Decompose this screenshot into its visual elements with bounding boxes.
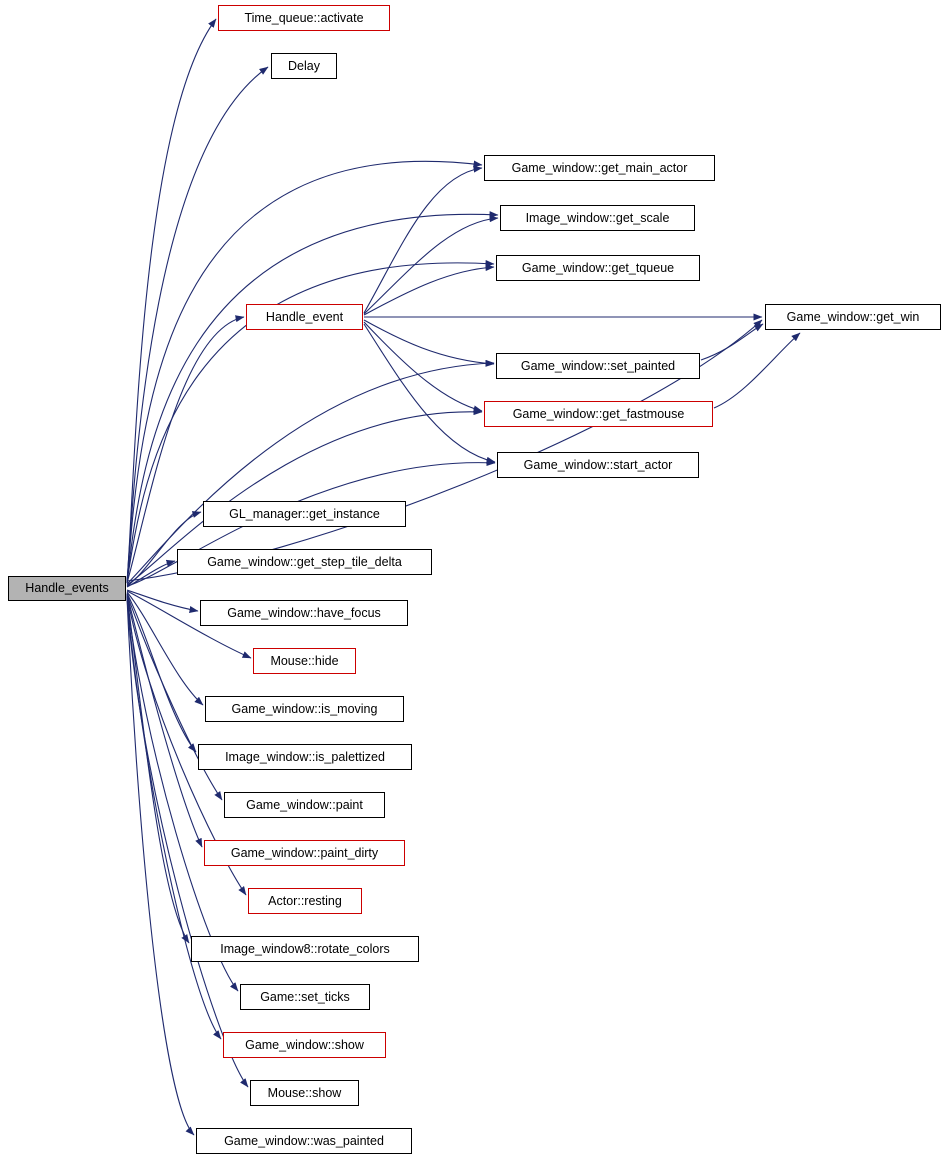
node-label: Delay <box>288 58 320 73</box>
node-paint-dirty[interactable] <box>204 840 405 866</box>
node-label: Game_window::paint_dirty <box>230 845 379 860</box>
node-label: Game_window::have_focus <box>227 605 381 620</box>
node-get-main-actor[interactable] <box>484 155 715 181</box>
node-get-win[interactable] <box>765 304 941 330</box>
node-handle-event[interactable] <box>246 304 363 330</box>
node-was-painted[interactable] <box>196 1128 412 1154</box>
node-label: GL_manager::get_instance <box>229 506 380 521</box>
node-label: Game_window::was_painted <box>224 1133 384 1148</box>
node-mouse-show[interactable] <box>250 1080 359 1106</box>
node-label: Game_window::get_main_actor <box>511 160 688 175</box>
node-label: Game_window::get_tqueue <box>521 260 675 275</box>
node-label: Actor::resting <box>268 893 342 908</box>
node-label: Image_window::get_scale <box>525 210 670 225</box>
node-is-palettized[interactable] <box>198 744 412 770</box>
node-label: Image_window8::rotate_colors <box>220 941 390 956</box>
node-gl-manager-get-instance[interactable] <box>203 501 406 527</box>
node-handle-events[interactable] <box>8 576 126 601</box>
node-is-moving[interactable] <box>205 696 404 722</box>
node-label: Game_window::set_painted <box>520 358 676 373</box>
node-label: Time_queue::activate <box>244 10 364 25</box>
node-label: Game_window::get_step_tile_delta <box>207 554 402 569</box>
node-get-fastmouse[interactable] <box>484 401 713 427</box>
node-get-tqueue[interactable] <box>496 255 700 281</box>
node-label: Game_window::paint <box>246 797 363 812</box>
node-set-ticks[interactable] <box>240 984 370 1010</box>
node-label: Game_window::get_win <box>786 309 920 324</box>
node-label: Image_window::is_palettized <box>225 749 385 764</box>
node-label: Handle_event <box>265 309 344 324</box>
node-have-focus[interactable] <box>200 600 408 626</box>
node-actor-resting[interactable] <box>248 888 362 914</box>
node-time-queue-activate[interactable] <box>218 5 390 31</box>
node-label: Game_window::show <box>245 1037 364 1052</box>
node-label: Game_window::start_actor <box>523 457 673 472</box>
node-label: Game_window::get_fastmouse <box>512 406 685 421</box>
node-label: Game::set_ticks <box>260 989 350 1004</box>
node-get-scale[interactable] <box>500 205 695 231</box>
node-label: Handle_events <box>25 581 109 596</box>
node-game-window-show[interactable] <box>223 1032 386 1058</box>
node-mouse-hide[interactable] <box>253 648 356 674</box>
node-rotate-colors[interactable] <box>191 936 419 962</box>
node-label: Mouse::hide <box>270 653 339 668</box>
node-label: Game_window::is_moving <box>231 701 378 716</box>
node-start-actor[interactable] <box>497 452 699 478</box>
node-set-painted[interactable] <box>496 353 700 379</box>
node-label: Mouse::show <box>267 1085 342 1100</box>
node-delay[interactable] <box>271 53 337 79</box>
node-paint[interactable] <box>224 792 385 818</box>
node-get-step-tile-delta[interactable] <box>177 549 432 575</box>
